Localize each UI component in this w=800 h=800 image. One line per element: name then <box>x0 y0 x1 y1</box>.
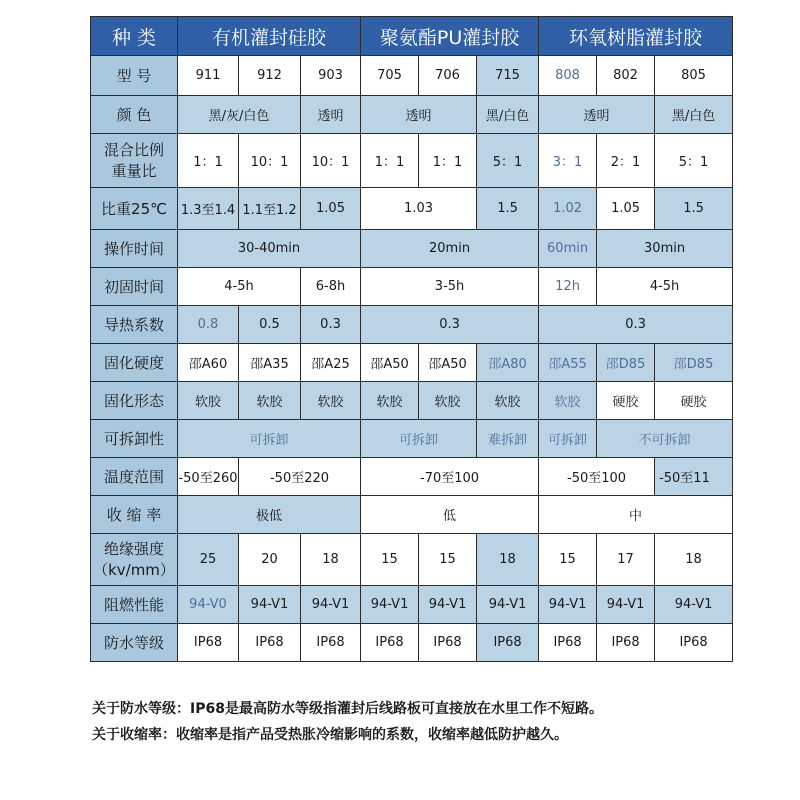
row-label-temperature-range: 温度范围 <box>91 458 178 496</box>
table-row-color <box>91 96 733 134</box>
table-cell: 60min <box>539 230 597 268</box>
table-cell: 94-V1 <box>239 586 301 624</box>
table-row-shrinkage <box>91 496 733 534</box>
table-row-working-time <box>91 230 733 268</box>
table-cell: 邵A35 <box>239 344 301 382</box>
table-cell: 12h <box>539 268 597 306</box>
table-cell: IP68 <box>239 624 301 662</box>
table-cell: 20 <box>239 534 301 586</box>
table-cell: IP68 <box>419 624 477 662</box>
table-cell: 1.5 <box>477 188 539 230</box>
table-cell: IP68 <box>301 624 361 662</box>
table-cell: 17 <box>597 534 655 586</box>
table-cell: 邵A80 <box>477 344 539 382</box>
table-cell: 1.1至1.2 <box>239 188 301 230</box>
table-cell: 903 <box>301 56 361 96</box>
table-cell: 18 <box>477 534 539 586</box>
table-cell: IP68 <box>477 624 539 662</box>
row-label-density: 比重25℃ <box>91 188 178 230</box>
table-cell: 5：1 <box>477 134 539 188</box>
row-label-waterproof-rating: 防水等级 <box>91 624 178 662</box>
table-cell: 可拆卸 <box>539 420 597 458</box>
table-cell: 软胶 <box>539 382 597 420</box>
table-cell: 邵D85 <box>655 344 733 382</box>
table-cell: IP68 <box>655 624 733 662</box>
table-row-hardness <box>91 344 733 382</box>
table-cell: 邵A25 <box>301 344 361 382</box>
table-cell: 0.5 <box>239 306 301 344</box>
table-cell: 透明 <box>301 96 361 134</box>
table-cell: 912 <box>239 56 301 96</box>
table-cell: 1.05 <box>597 188 655 230</box>
table-cell: 4-5h <box>597 268 733 306</box>
table-cell: 极低 <box>178 496 361 534</box>
table-cell: 15 <box>361 534 419 586</box>
table-cell: 10：1 <box>239 134 301 188</box>
table-row-temperature-range <box>91 458 733 496</box>
table-cell: 30-40min <box>178 230 361 268</box>
table-cell: 802 <box>597 56 655 96</box>
row-label-color: 颜 色 <box>91 96 178 134</box>
table-cell: 1：1 <box>419 134 477 188</box>
table-cell: 黑/白色 <box>655 96 733 134</box>
table-row-removability <box>91 420 733 458</box>
potting-compound-spec-table <box>90 16 733 662</box>
header-group-polyurethane: 聚氨酯PU灌封胶 <box>361 17 539 56</box>
table-cell: 低 <box>361 496 539 534</box>
row-label-thermal-conductivity: 导热系数 <box>91 306 178 344</box>
table-cell: 邵A60 <box>178 344 239 382</box>
table-cell: IP68 <box>178 624 239 662</box>
table-cell: 715 <box>477 56 539 96</box>
table-cell: -70至100 <box>361 458 539 496</box>
table-row-model <box>91 56 733 96</box>
table-cell: 1：1 <box>178 134 239 188</box>
table-cell: 软胶 <box>239 382 301 420</box>
row-label-flame-retardancy: 阻燃性能 <box>91 586 178 624</box>
table-cell: 1.02 <box>539 188 597 230</box>
table-cell: 5：1 <box>655 134 733 188</box>
table-cell: 硬胶 <box>655 382 733 420</box>
table-cell: 0.8 <box>178 306 239 344</box>
table-cell: 911 <box>178 56 239 96</box>
table-cell: IP68 <box>361 624 419 662</box>
table-cell: 94-V1 <box>477 586 539 624</box>
table-cell: 15 <box>539 534 597 586</box>
row-label-cured-form: 固化形态 <box>91 382 178 420</box>
row-label-working-time: 操作时间 <box>91 230 178 268</box>
table-cell: 94-V0 <box>178 586 239 624</box>
table-cell: 18 <box>655 534 733 586</box>
table-row-initial-cure <box>91 268 733 306</box>
row-label-mix-ratio: 混合比例 重量比 <box>91 134 178 188</box>
table-cell: 3-5h <box>361 268 539 306</box>
table-row-mix-ratio <box>91 134 733 188</box>
table-row-thermal-conductivity <box>91 306 733 344</box>
table-cell: 中 <box>539 496 733 534</box>
table-cell: 黑/灰/白色 <box>178 96 301 134</box>
spec-table-container <box>90 16 716 664</box>
table-cell: 1.05 <box>301 188 361 230</box>
table-cell: 1.5 <box>655 188 733 230</box>
table-cell: 透明 <box>539 96 655 134</box>
table-cell: 软胶 <box>301 382 361 420</box>
table-cell: 透明 <box>361 96 477 134</box>
table-cell: 黑/白色 <box>477 96 539 134</box>
table-cell: 0.3 <box>301 306 361 344</box>
table-cell: 邵A50 <box>361 344 419 382</box>
table-cell: -50至100 <box>539 458 655 496</box>
table-cell: 94-V1 <box>655 586 733 624</box>
table-cell: 805 <box>655 56 733 96</box>
table-cell: 10：1 <box>301 134 361 188</box>
row-label-dielectric-strength: 绝缘强度 （kv/mm） <box>91 534 178 586</box>
footnotes <box>92 696 603 748</box>
footnote-waterproof: 关于防水等级：IP68是最高防水等级指灌封后线路板可直接放在水里工作不短路。 <box>92 701 603 717</box>
table-cell: 软胶 <box>178 382 239 420</box>
table-cell: 硬胶 <box>597 382 655 420</box>
table-cell: 0.3 <box>361 306 539 344</box>
table-cell: 705 <box>361 56 419 96</box>
header-group-silicone: 有机灌封硅胶 <box>178 17 361 56</box>
header-group-epoxy: 环氧树脂灌封胶 <box>539 17 733 56</box>
table-row-dielectric-strength <box>91 534 733 586</box>
table-cell: -50至220 <box>239 458 361 496</box>
table-cell: 94-V1 <box>301 586 361 624</box>
table-cell: IP68 <box>539 624 597 662</box>
table-cell: IP68 <box>597 624 655 662</box>
table-cell: 706 <box>419 56 477 96</box>
row-label-hardness: 固化硬度 <box>91 344 178 382</box>
table-cell: 30min <box>597 230 733 268</box>
table-cell: 可拆卸 <box>361 420 477 458</box>
row-label-removability: 可拆卸性 <box>91 420 178 458</box>
table-cell: 1.03 <box>361 188 477 230</box>
table-cell: 18 <box>301 534 361 586</box>
table-cell: 1.3至1.4 <box>178 188 239 230</box>
table-cell: 0.3 <box>539 306 733 344</box>
table-row-waterproof-rating <box>91 624 733 662</box>
table-cell: 可拆卸 <box>178 420 361 458</box>
table-cell: 94-V1 <box>361 586 419 624</box>
row-label-model: 型 号 <box>91 56 178 96</box>
table-cell: 1：1 <box>361 134 419 188</box>
row-label-shrinkage: 收 缩 率 <box>91 496 178 534</box>
table-cell: 邵A55 <box>539 344 597 382</box>
table-cell: 软胶 <box>361 382 419 420</box>
table-cell: 6-8h <box>301 268 361 306</box>
table-cell: 软胶 <box>419 382 477 420</box>
row-label-initial-cure: 初固时间 <box>91 268 178 306</box>
table-cell: 邵D85 <box>597 344 655 382</box>
table-cell: -50至11 <box>655 458 733 496</box>
table-header-row <box>91 17 733 56</box>
table-cell: -50至260 <box>178 458 239 496</box>
table-cell: 难拆卸 <box>477 420 539 458</box>
table-cell: 2：1 <box>597 134 655 188</box>
table-cell: 不可拆卸 <box>597 420 733 458</box>
table-row-cured-form <box>91 382 733 420</box>
table-cell: 4-5h <box>178 268 301 306</box>
table-cell: 94-V1 <box>597 586 655 624</box>
footnote-shrinkage: 关于收缩率：收缩率是指产品受热胀冷缩影响的系数，收缩率越低防护越久。 <box>92 727 568 743</box>
header-category-label: 种 类 <box>91 17 178 56</box>
table-cell: 94-V1 <box>419 586 477 624</box>
table-cell: 15 <box>419 534 477 586</box>
table-cell: 25 <box>178 534 239 586</box>
table-cell: 3：1 <box>539 134 597 188</box>
table-row-density <box>91 188 733 230</box>
table-cell: 94-V1 <box>539 586 597 624</box>
table-cell: 20min <box>361 230 539 268</box>
table-cell: 软胶 <box>477 382 539 420</box>
table-cell: 邵A50 <box>419 344 477 382</box>
table-cell: 808 <box>539 56 597 96</box>
table-row-flame-retardancy <box>91 586 733 624</box>
